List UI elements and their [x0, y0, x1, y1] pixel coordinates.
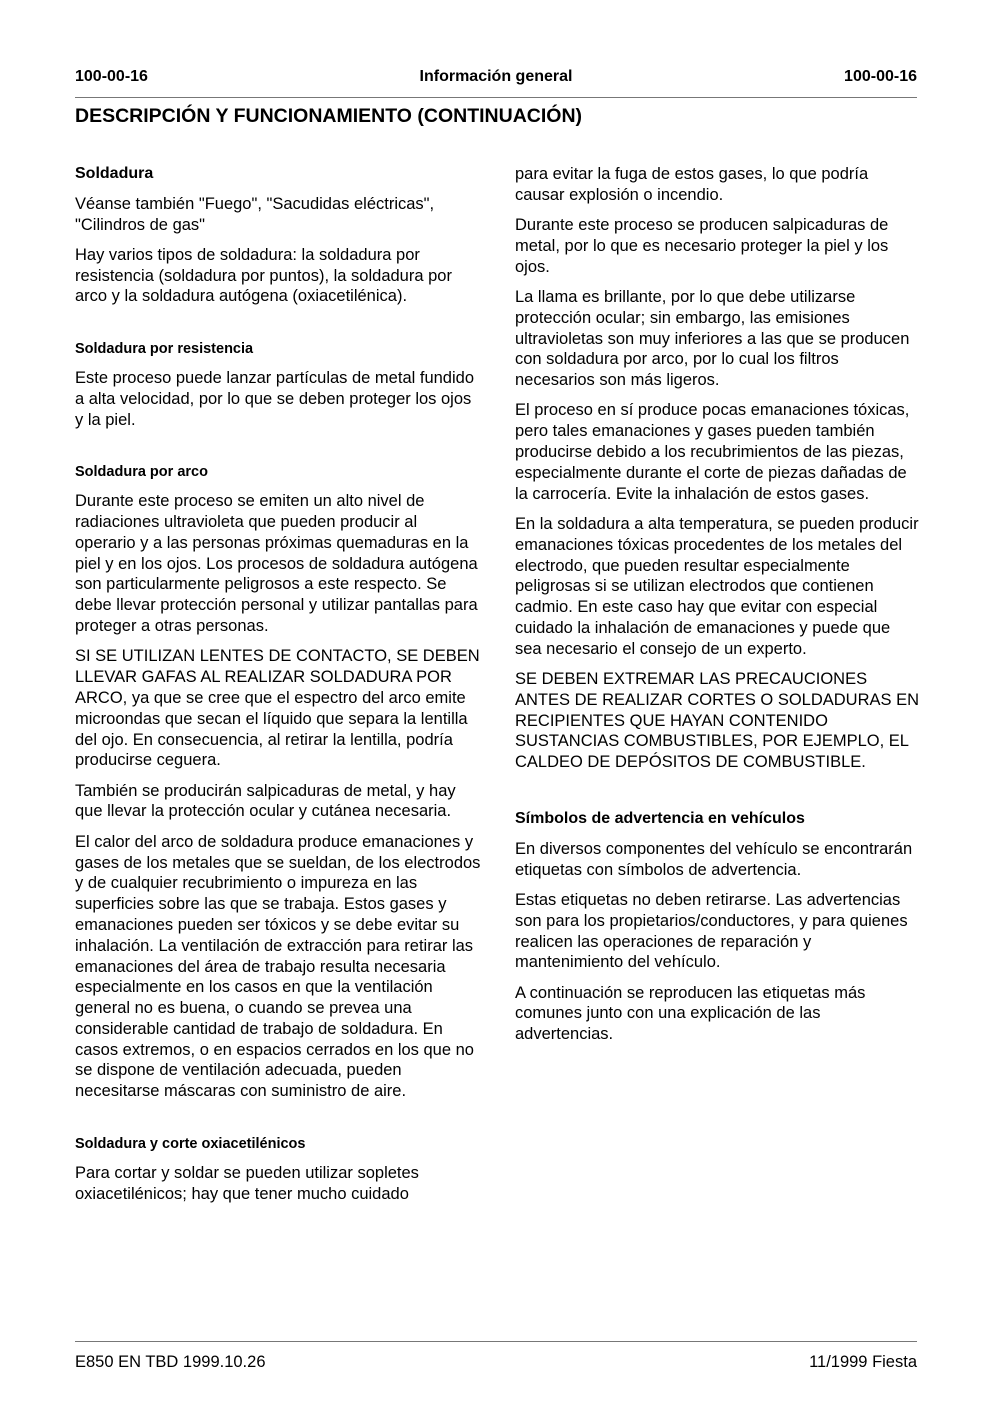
footer-edition: 11/1999 Fiesta: [809, 1353, 917, 1371]
paragraph: A continuación se reproducen las etiquetas más comunes junto con una explicación de las advertencias.: [515, 983, 866, 1044]
header-section-number-right: 100-00-16: [844, 68, 917, 85]
page-header: [75, 68, 917, 92]
paragraph: También se producirán salpicaduras de metal, y hay que llevar la protección ocular y cutánea necesaria.: [75, 781, 456, 821]
paragraph: Estas etiquetas no deben retirarse. Las advertencias son para los propietarios/conductores, y para quienes realicen las operaciones de reparación y mantenimiento del vehículo.: [515, 890, 908, 972]
heading-soldadura-resistencia: Soldadura por resistencia: [75, 341, 254, 358]
paragraph: SI SE UTILIZAN LENTES DE CONTACTO, SE DEBEN LLEVAR GAFAS AL REALIZAR SOLDADURA POR ARCO, ya que se cree que el espectro del arco emite microondas que secan el líquido que separa la lentilla del ojo. En consecuencia, al retirar la lentilla, podría producirse ceguera.: [75, 647, 480, 770]
header-divider: [75, 97, 917, 98]
paragraph: Hay varios tipos de soldadura: la soldadura por resistencia (soldadura por puntos), la soldadura por arco y la soldadura autógena (oxiacetilénica).: [75, 245, 452, 306]
paragraph: Para cortar y soldar se pueden utilizar sopletes oxiacetilénicos; hay que tener mucho cuidado: [75, 1163, 419, 1203]
header-section-number-left: 100-00-16: [75, 68, 148, 85]
paragraph: El proceso en sí produce pocas emanaciones tóxicas, pero tales emanaciones y gases pueden también producirse debido a los recubrimientos de las piezas, especialmente durante el corte de piezas dañadas de la carrocería. Evite la inhalación de estos gases.: [515, 401, 910, 503]
paragraph: Véanse también "Fuego", "Sacudidas eléctricas", "Cilindros de gas": [75, 194, 435, 234]
paragraph: SE DEBEN EXTREMAR LAS PRECAUCIONES ANTES DE REALIZAR CORTES O SOLDADURAS EN RECIPIENTES QUE HAYAN CONTENIDO SUSTANCIAS COMBUSTIBLES, POR EJEMPLO, EL CALDEO DE DEPÓSITOS DE COMBUSTIBLE.: [515, 670, 920, 772]
heading-soldadura-oxiacetilenica: Soldadura y corte oxiacetilénicos: [75, 1136, 306, 1153]
heading-soldadura-arco: Soldadura por arco: [75, 464, 208, 481]
paragraph: En la soldadura a alta temperatura, se pueden producir emanaciones tóxicas procedentes de los metales del electrodo, que pueden resultar especialmente peligrosas si se utilizan electrodos que contienen cadmio. En este caso hay que evitar con especial cuidado la inhalación de emanaciones y puede que sea necesario el consejo de un experto.: [515, 514, 919, 658]
paragraph: para evitar la fuga de estos gases, lo que podría causar explosión o incendio.: [515, 165, 869, 204]
header-title: Información general: [419, 68, 573, 85]
paragraph: El calor del arco de soldadura produce emanaciones y gases de los metales que se sueldan, de los electrodos y de cualquier recubrimiento o impureza en las superficies sobre las que se trabaja. Estos gases y emanaciones pueden ser tóxicos y se debe evitar su inhalación. La ventilación de extracción para retirar las emanaciones del área de trabajo resulta necesaria especialmente en los casos en que la ventilación general no es buena, o cuando se prevea una considerable cantidad de trabajo de soldadura. En casos extremos, o en espacios cerrados en los que no se dispone de ventilación adecuada, pueden necesitarse máscaras con suministro de aire.: [75, 832, 481, 1101]
page-title: DESCRIPCIÓN Y FUNCIONAMIENTO (CONTINUACIÓN): [75, 105, 583, 127]
paragraph: En diversos componentes del vehículo se encontrarán etiquetas con símbolos de advertencia.: [515, 839, 913, 879]
paragraph: La llama es brillante, por lo que debe utilizarse protección ocular; sin embargo, las emisiones ultravioletas son muy inferiores a las que se producen con soldadura por arco, por lo cual los filtros necesarios son más ligeros.: [515, 287, 910, 390]
paragraph: Durante este proceso se producen salpicaduras de metal, por lo que es necesario proteger la piel y los ojos.: [515, 216, 889, 276]
footer-divider: [75, 1341, 917, 1342]
right-column: [515, 164, 921, 1054]
heading-simbolos-advertencia: Símbolos de advertencia en vehículos: [515, 810, 805, 828]
heading-soldadura: Soldadura: [75, 165, 154, 182]
paragraph: Durante este proceso se emiten un alto nivel de radiaciones ultravioleta que pueden producir al operario y a las personas próximas quemaduras en la piel y en los ojos. Los procesos de soldadura autógena son particularmente peligrosos a este respecto. Se debe llevar protección personal y utilizar pantallas para proteger a otras personas.: [75, 492, 478, 636]
left-column: [75, 164, 481, 1214]
paragraph: Este proceso puede lanzar partículas de metal fundido a alta velocidad, por lo que se deben proteger los ojos y la piel.: [75, 369, 474, 429]
footer-document-code: E850 EN TBD 1999.10.26: [75, 1353, 266, 1371]
